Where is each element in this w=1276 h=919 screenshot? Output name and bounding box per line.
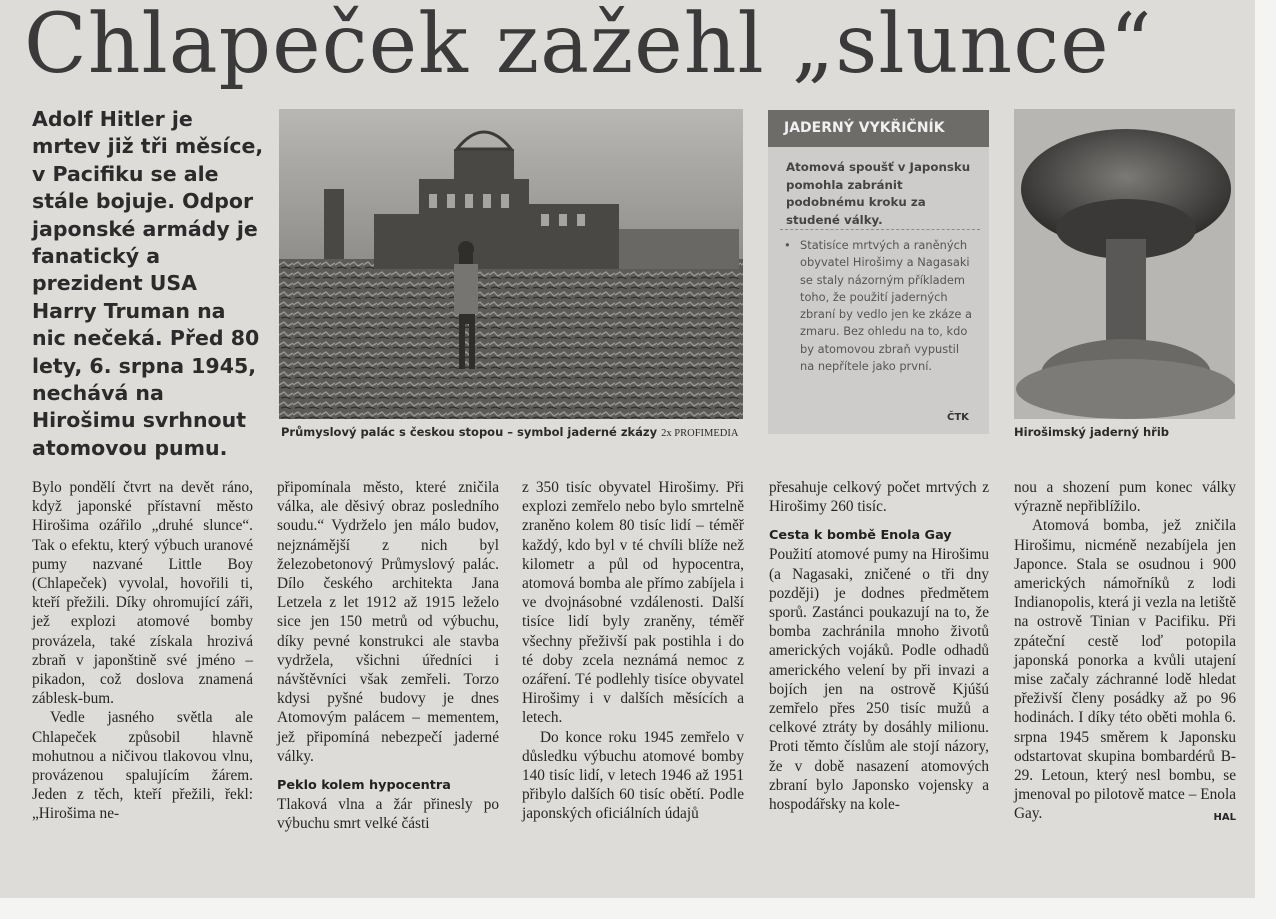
subheading-enola-gay: Cesta k bombě Enola Gay bbox=[769, 528, 952, 544]
article-column-4 bbox=[769, 478, 989, 814]
photo-mushroom-cloud bbox=[1014, 109, 1235, 419]
article-column-2 bbox=[277, 478, 499, 833]
article-paragraph: z 350 tisíc obyvatel Hirošimy. Při explozi zemřelo nebo bylo smrtelně zraněno kolem 80 tisíc lidí – téměř každý, kdo byl v té chvíli blíže než kilometr a půl od hypocentra, atomová bomba ale přímo zabíjela i ve dvojnásobné vzdálenosti. Další tisíce lidí byly zraněny, téměř všechny přeživší pak postihla i do té doby zcela neznámá nemoc z ozáření. Té podlehly tisíce obyvatel Hirošimy i v dalších měsících a letech. bbox=[522, 479, 744, 727]
sidebar-box-header: JADERNÝ VYKŘIČNÍK bbox=[768, 110, 989, 147]
sidebar-box-lead: Atomová spoušť v Japonsku pomohla zabránit podobnému kroku za studené války. bbox=[786, 160, 971, 227]
article-paragraph: nou a shození pum konec války výrazně nepřiblížilo. bbox=[1014, 479, 1236, 516]
article-paragraph: Bylo pondělí čtvrt na devět ráno, když japonské přístavní město Hirošima ozářilo „druhé slunce“. Tak o efektu, který výbuch uranové pumy nazvané Little Boy (Chlapeček) vyvolal, hovořili ti, kteří přežili. Díky ohromující záři, jež explozi atomové bomby provázela, také získala hrozivá zbraň v japonštině své jméno – pikadon, což doslova znamená záblesk-bum. bbox=[32, 479, 253, 708]
article-paragraph: Použití atomové pumy na Hirošimu (a Nagasaki, zničené o tři dny později) je dodnes předmětem sporů. Zastánci poukazují na to, že bomba zachránila mnoho životů amerických vojáků. Podle odhadů amerického velení by při invazi a bojích jen na ostrově Kjúšú zemřelo přes 250 tisíc mužů a celkové ztráty by dosáhly milionu. Proti těmto číslům ale stojí názory, že v době nasazení atomových zbraní bylo Japonsko vojensky a hospodářsky na kole- bbox=[769, 546, 989, 814]
article-column-3 bbox=[522, 478, 744, 824]
scan-margin-right bbox=[1255, 0, 1276, 919]
article-paragraph-text: Atomová bomba, jež zničila Hirošimu, nicméně nezabíjela jen Japonce. Stala se osudnou i 900 amerických námořníků z lodi Indianopolis, která ji vezla na letiště na ostrově Tinian v Pacifiku. Při zpáteční cestě loď potopila japonská ponorka a kvůli utajení mise začaly záchranné lodě hledat přeživší členy posádky až po 96 hodinách. I díky této oběti mohla 6. srpna 1945 směrem k Japonsku odstartovat skupina bombardérů B-29. Letoun, který nesl bombu, se jmenoval po pilotově matce – Enola Gay. bbox=[1014, 517, 1236, 823]
article-paragraph: připomínala město, které zničila válka, ale děsivý obraz posledního soudu.“ Vydrželo jen málo budov, nejznámější z nich byl železobetonový Průmyslový palác. Dílo českého architekta Jana Letzela z let 1912 až 1915 leželo sice jen 150 metrů od výbuchu, díky pevné konstrukci ale stavba vydržela, všichni úředníci i návštěvníci však zemřeli. Torzo kdysi pyšné budovy je dnes Atomovým palácem – mementem, jež připomíná nebezpečí jaderné války. bbox=[277, 479, 499, 765]
bullet-icon: • bbox=[784, 238, 791, 252]
sidebar-box-credit: ČTK bbox=[947, 412, 969, 423]
photo-main-caption-text: Průmyslový palác s českou stopou – symbol jaderné zkázy bbox=[281, 425, 658, 439]
photo-right-caption: Hirošimský jaderný hřib bbox=[1014, 425, 1170, 439]
article-paragraph: Tlaková vlna a žár přinesly po výbuchu smrt velké části bbox=[277, 796, 499, 833]
article-paragraph: Vedle jasného světla ale Chlapeček způsobil hlavně mohutnou a ničivou tlakovou vlnu, provázenou spalujícím žárem. Jeden z těch, kteří přežili, řekl: „Hirošima ne- bbox=[32, 709, 253, 823]
headline: Chlapeček zažehl „slunce“ bbox=[24, 0, 1153, 92]
lead-paragraph: Adolf Hitler je mrtev již tři měsíce, v Pacifiku se ale stále bojuje. Odpor japonské armády je fanatický a prezident USA Harry Truman na nic nečeká. Před 80 lety, 6. srpna 1945, nechává na Hirošimu svrhnout atomovou pumu. bbox=[32, 107, 264, 460]
author-signature: HAL bbox=[1213, 812, 1236, 824]
article-paragraph: Do konce roku 1945 zemřelo v důsledku výbuchu atomové bomby 140 tisíc lidí, v letech 1946 až 1951 přibylo dalších 60 tisíc obětí. Podle japonských oficiálních údajů bbox=[522, 728, 744, 823]
article-column-1 bbox=[32, 478, 253, 824]
scan-margin-bottom bbox=[0, 898, 1276, 919]
sidebar-box bbox=[768, 110, 989, 434]
article-column-5 bbox=[1014, 478, 1236, 828]
sidebar-box-divider bbox=[780, 229, 980, 230]
photo-main-credit: 2x PROFIMEDIA bbox=[661, 428, 739, 439]
sidebar-box-body bbox=[768, 147, 989, 434]
photo-main-caption bbox=[281, 425, 751, 443]
photo-hiroshima-ruins bbox=[279, 109, 743, 419]
subheading-peklo: Peklo kolem hypocentra bbox=[277, 778, 451, 794]
article-paragraph: přesahuje celkový počet mrtvých z Hirošimy 260 tisíc. bbox=[769, 479, 989, 516]
sidebar-box-bullet-text: Statisíce mrtvých a raněných obyvatel Hirošimy a Nagasaki se staly názorným příkladem toho, že použití jaderných zbraní by vedlo jen ke zkáze a zmaru. Bez ohledu na to, kdo by atomovou zbraň vypustil na nepřítele jako první. bbox=[800, 238, 972, 374]
article-paragraph bbox=[1014, 516, 1236, 823]
